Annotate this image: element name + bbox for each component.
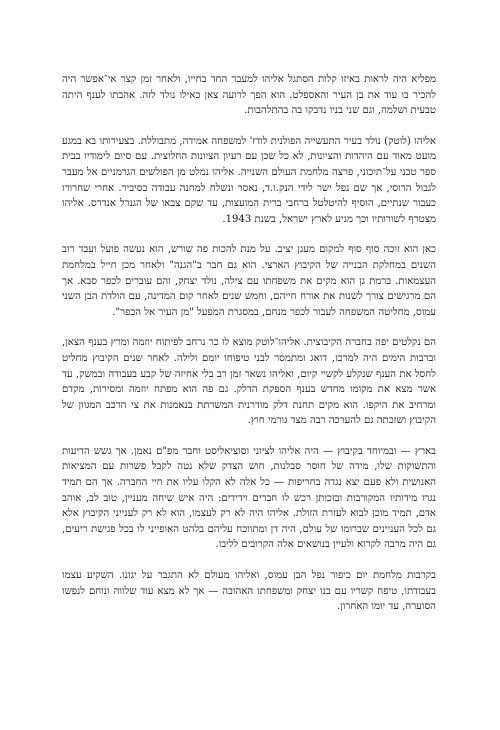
paragraph-loss: בקרבות מלחמת יום כיפור נפל הבן עמוס, ואליהו מעולם לא התגבר על יגונו. השקיע עצמו בעבודתו, טיפח קשריו עם בנו יצחק ומשפחתו האהובה — אך לא מצא עוד שלווה ונוחם לנפשו הסוערה, עד יומו האחרון.	[62, 570, 436, 613]
document-body	[62, 72, 436, 630]
paragraph-adaptation: מפליא היה לראות באיזו קלות הסתגל אליהו למעבר החד בחייו, ולאחר זמן קצר אי־אפשר היה להכיר בו עוד את בן העיר והאספלט. הוא הפך לרועה צאן כאילו נולד לזה. אהבתו לענף היתה טבעית ושלמה, וגם שני בניו נדבקו בה בהתלהבות.	[62, 74, 436, 117]
paragraph-settling: כאן הוא זוכה סוף סוף למקום מעגן יציב. על מנת להכות פה שורש, הוא נעשה פועל ועבד רוב השנים במחלקת הבנייה של הקיבוץ הארצי. הוא גם חבר ב"הגנה" ולאחר מכן חייל במלחמת העצמאות. ברמת גן הוא מקים את משפחתו עם צילה, נולד יצחק, והם עוברים לכפר סבא. אך הם מרגישים צורך לשנות את אורח חייהם, וחמש שנים לאחר קום המדינה, עם הולדת הבן השני עמוס, מחליטה המשפחה לעבור לכפר מנחם, במסגרת המפעל "מן העיר אל הכפר".	[62, 244, 436, 318]
paragraph-kibbutz-work: הם נקלטים יפה בחברה הקיבוצית. אליהו־לוטק מוצא לו כר נרחב לפיתוח יוזמה ומרץ בענף הצאן, וברבות הימים היה למרכז, דואג ומתמסר לבני טיפוחו יומם ולילה. לאחר שנים הקיבוץ מחליט לחסל את הענף שנקלע לקשיי קיום, ואליהו נשאר זמן רב בלי אחיזה של קבע בעבודה ובמשק, עד אשר מצא את מקומו מחדש בענף הספקת הדלק. גם פה הוא מפתח יוזמה ומסירות, מקדם ומרחיב את היקפו. הוא מקים תחנת דלק מודרנית המשרתת בנאמנות את צי הרכב המגוון של הקיבוץ ושזכתה גם להערכה רבה מצד גורמי חוץ.	[62, 337, 436, 427]
paragraph-early-life: אליהו (לוטק) נולד בעיר התעשייה הפולנית לודז' למשפחה אמידה, מתבוללת. בצעירותו בא במגע מועט מאוד עם היהדות והציונות, לא כל שכן עם רעיון הציונות החלוצית. עם סיום לימודיו בבית ספר טכני על־תיכוני, פרצה מלחמת העולם השנייה. אליהו נמלט מן הפולשים הגרמניים אל מעבר לגבול הרוסי, אך שם נפל ישר לידי הנק.ו.ד, נאסר ונשלח למחנה עבודה בסיביר. אחרי שחרורו כעבור שנתיים, הוסיף להיטלטל ברחבי ברית המועצות, עד שקם צבאו של הגנרל אנדרס. אליהו מצטרף לשורותיו וכך מגיע לארץ ישראל, בשנת 1943.	[62, 135, 436, 225]
paragraph-character: בארץ — ובמיוחד בקיבוץ — היה אליהו לציוני וסוציאליסט וחבר מפ"ם נאמן. אך גשש הדיעות והתשוקות שלו, מידה של חוסר סבלנות, חוש הצדק שלא נטה לקבל פשרות עם המציאות האנושית ולא פעם יצא נגדה בחריפות — כל אלה לא הקלו עליו את חיי החברה. אך הם תמיד נגרו מידותיו המקורבות ובזכותן רכש לו חברים וידידים: היה איש שיחה מעניין, טוב לב, אוהב אדם, תמיד מוכן לבוא לעזרת הזולת. אליהו היה לא רק לעצמו, הוא לא רק לענייני הקיבוץ אלא גם לכל העניינים שברומו של עולם, היה דן ומתווכח עליהם בלהט האופייני לו בכל פגישת ריעים, גם היה מרבה לקרוא ולעיין בנושאים אלה הקרובים לליבו.	[62, 445, 436, 551]
